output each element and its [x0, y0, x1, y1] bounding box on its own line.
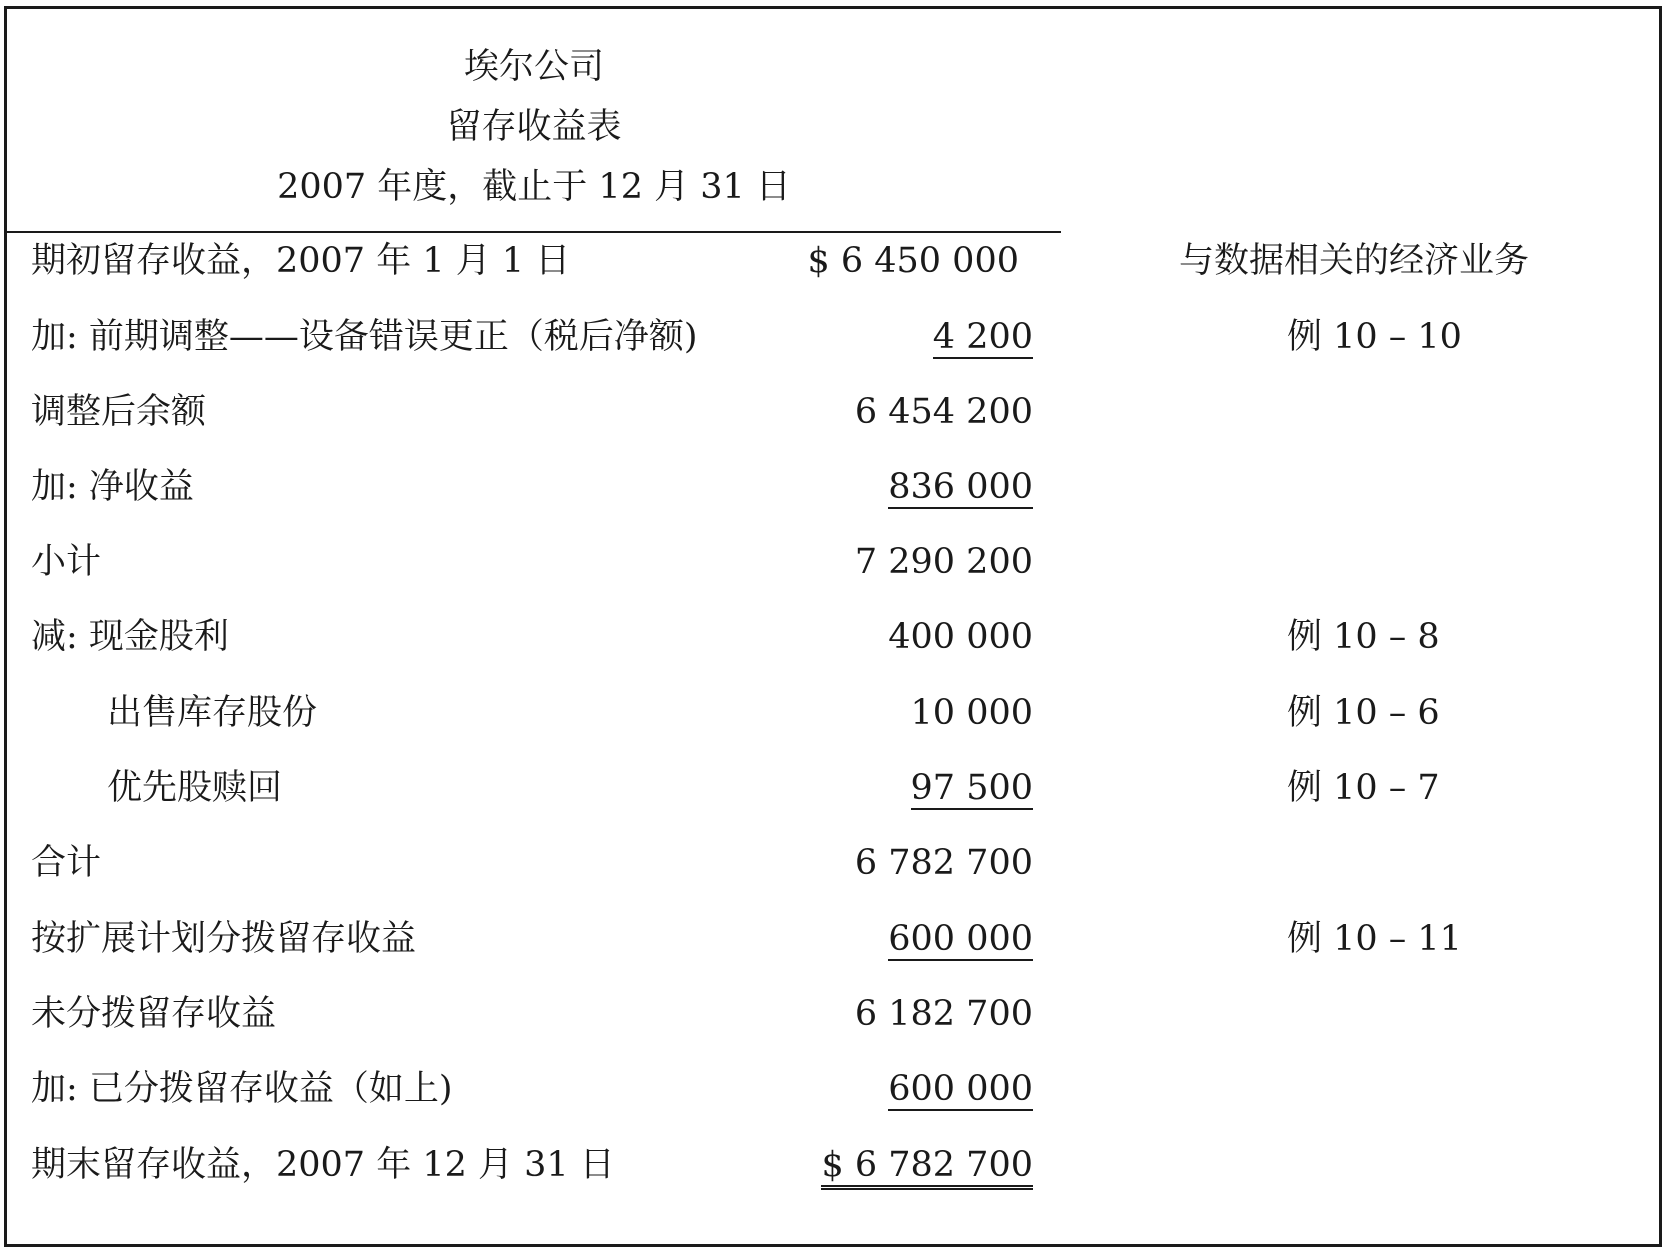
table-row: [7, 235, 1659, 285]
company-name: 埃尔公司: [463, 47, 604, 87]
row-label: 优先股赎回: [107, 768, 283, 808]
table-row: [7, 687, 1659, 737]
table-row: [7, 988, 1659, 1038]
row-ref: 例 10 – 8: [1287, 617, 1440, 657]
table-row: [7, 837, 1659, 887]
row-ref: 例 10 – 6: [1287, 693, 1440, 733]
statement-period: 2007 年度，截止于 12 月 31 日: [277, 167, 791, 207]
row-amount: 6 782 700: [854, 843, 1033, 883]
row-amount: $ 6 450 000: [807, 241, 1019, 281]
row-label: 未分拨留存收益: [31, 994, 277, 1034]
row-label: 合计: [31, 843, 102, 883]
row-label: 调整后余额: [31, 392, 207, 432]
row-label: 减: 现金股利: [31, 617, 229, 657]
row-amount: 600 000: [888, 919, 1033, 959]
table-row: [7, 311, 1659, 361]
table-row: [7, 1063, 1659, 1113]
row-label: 按扩展计划分拨留存收益: [31, 919, 417, 959]
row-label: 出售库存股份: [107, 693, 318, 733]
row-amount: 97 500: [910, 768, 1033, 808]
row-label: 加: 已分拨留存收益（如上): [31, 1069, 453, 1109]
ref-column-header: 与数据相关的经济业务: [1179, 241, 1530, 281]
table-row: [7, 762, 1659, 812]
row-amount: $ 6 782 700: [821, 1145, 1033, 1190]
table-row: [7, 1139, 1659, 1189]
row-amount: 6 182 700: [854, 994, 1033, 1034]
row-label: 期末留存收益，2007 年 12 月 31 日: [31, 1145, 615, 1185]
row-amount: 4 200: [932, 317, 1033, 357]
row-label: 加: 前期调整——设备错误更正（税后净额): [31, 317, 698, 357]
row-amount: 10 000: [910, 693, 1033, 733]
row-label: 加: 净收益: [31, 467, 194, 507]
row-label: 小计: [31, 542, 102, 582]
row-amount: 600 000: [888, 1069, 1033, 1109]
row-ref: 例 10 – 11: [1287, 919, 1462, 959]
table-row: [7, 461, 1659, 511]
row-amount: 6 454 200: [854, 392, 1033, 432]
table-row: [7, 386, 1659, 436]
row-amount: 836 000: [888, 467, 1033, 507]
table-row: [7, 611, 1659, 661]
row-ref: 例 10 – 10: [1287, 317, 1462, 357]
table-row: [7, 536, 1659, 586]
row-ref: 例 10 – 7: [1287, 768, 1440, 808]
row-amount: 7 290 200: [854, 542, 1033, 582]
table-row: [7, 913, 1659, 963]
statement-title: 留存收益表: [446, 107, 622, 147]
row-amount: 400 000: [888, 617, 1033, 657]
statement-header: [7, 9, 1061, 233]
row-label: 期初留存收益，2007 年 1 月 1 日: [31, 241, 571, 281]
statement-frame: [4, 6, 1662, 1247]
